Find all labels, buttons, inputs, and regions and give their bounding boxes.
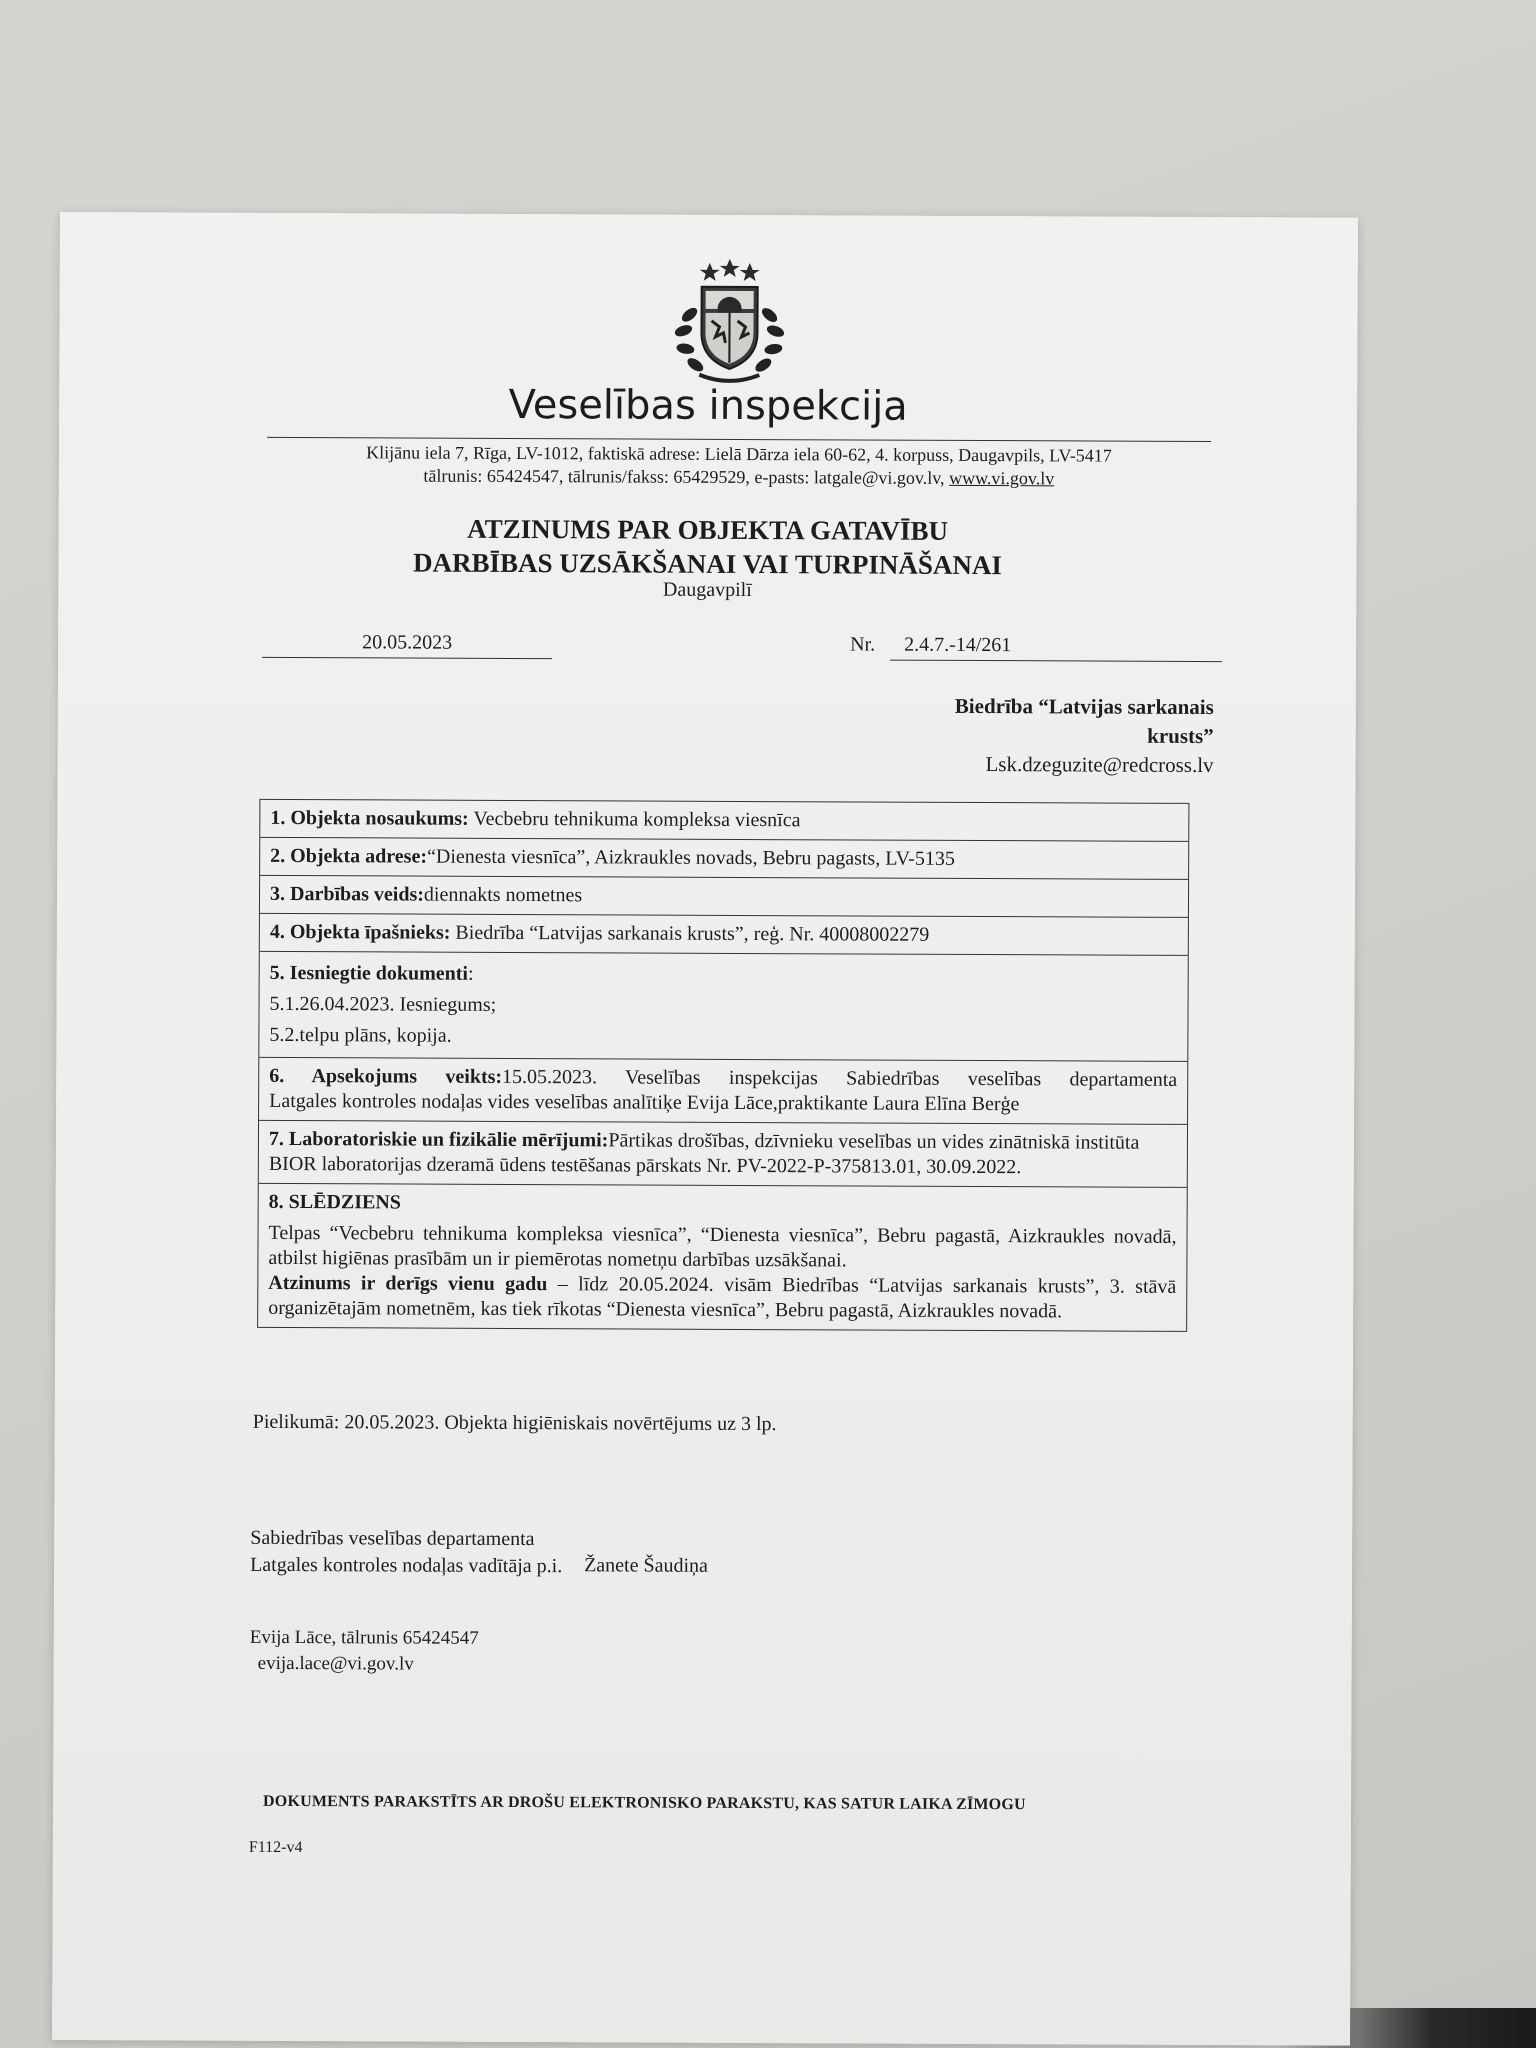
table-row <box>259 1120 1187 1187</box>
coat-of-arms-icon <box>659 255 800 396</box>
document-title <box>58 510 1356 584</box>
e-signature-note: DOKUMENTS PARAKSTĪTS AR DROŠU ELEKTRONISKO PARAKSTU, KAS SATUR LAIKA ZĪMOGU <box>263 1792 1026 1814</box>
recipient-block <box>758 691 1214 780</box>
row-value: Pārtikas drošības, dzīvnieku veselības un vides zinātniskā institūta BIOR laboratorijas dzeramā ūdens testēšanas pārskats Nr. PV-2022-P-375813.01, 30.09.2022. <box>268 1129 1140 1179</box>
row-value: diennakts nometnes <box>423 883 583 907</box>
department-line-1: Sabiedrības veselības departamenta <box>250 1526 535 1551</box>
row-label: 7. Laboratoriskie un fizikālie mērījumi: <box>268 1127 609 1152</box>
contact-name-phone: Evija Lāce, tālrunis 65424547 <box>249 1626 479 1649</box>
submitted-document-1: 5.1.26.04.2023. Iesniegums; <box>269 992 497 1016</box>
address-line-1: Klijānu iela 7, Rīga, LV-1012, faktiskā adrese: Lielā Dārza iela 60-62, 4. korpuss, Daugavpils, LV-5417 <box>366 442 1112 466</box>
table-row <box>260 837 1188 879</box>
validity-details: – līdz 20.05.2024. visām Biedrības “Latvijas sarkanais krusts”, 3. stāvā organizētajām nometnēm, kas tiek rīkotas “Dienesta viesnīca”, Bebru pagastā, Aizkraukles novadā. <box>268 1273 1177 1323</box>
title-line-2: DARBĪBAS UZSĀKŠANAI VAI TURPINĀŠANAI <box>412 547 1002 581</box>
document-date: 20.05.2023 <box>262 631 552 659</box>
submitted-document-2: 5.2.telpu plāns, kopija. <box>269 1023 452 1047</box>
conclusion-heading <box>269 1190 1177 1219</box>
form-code: F112-v4 <box>248 1838 303 1857</box>
document-number: 2.4.7.-14/261 <box>890 634 1222 662</box>
row-colon: : <box>467 962 474 985</box>
signer-name: Žanete Šaudiņa <box>584 1554 708 1577</box>
row-value: Vecbebru tehnikuma kompleksa viesnīca <box>468 807 801 832</box>
conclusion-text-1: Telpas “Vecbebru tehnikuma kompleksa viesnīca”, “Dienesta viesnīca”, Bebru pagastā, Aizkraukles novadā, atbilst higiēnas prasībām un ir piemērotas nometņu darbības uzsākšanai. <box>268 1221 1177 1272</box>
validity-statement: Atzinums ir derīgs vienu gadu <box>268 1271 548 1296</box>
table-row <box>260 875 1188 917</box>
row-heading <box>270 958 1178 993</box>
row-value: “Dienesta viesnīca”, Aizkraukles novads, Bebru pagasts, LV-5135 <box>426 845 955 870</box>
row-label: 3. Darbības veids: <box>269 882 424 906</box>
row-label: 8. SLĒDZIENS <box>268 1190 402 1214</box>
contact-email: evija.lace@vi.gov.lv <box>257 1652 414 1675</box>
table-row <box>259 1057 1187 1124</box>
number-label: Nr. <box>850 633 876 656</box>
organization-name: Veselības inspekcija <box>508 381 908 430</box>
object-details-table <box>257 799 1189 1332</box>
signature-department <box>250 1525 562 1580</box>
appendix-note: Pielikumā: 20.05.2023. Objekta higiēniskais novērtējums uz 3 lp. <box>252 1410 777 1436</box>
row-label: 4. Objekta īpašnieks: <box>269 920 451 944</box>
row-label: 5. Iesniegtie dokumenti <box>269 961 469 985</box>
row-value: 15.05.2023. Veselības inspekcijas Sabiedrības veselības departamenta <box>502 1065 1178 1091</box>
contact-details: tālrunis: 65424547, tālrunis/fakss: 65429529, e-pasts: latgale@vi.gov.lv, <box>423 465 950 488</box>
table-row <box>259 951 1187 1061</box>
organization-address <box>259 441 1219 491</box>
issue-city: Daugavpilī <box>662 578 752 602</box>
document-page <box>52 212 1358 2046</box>
recipient-email: Lsk.dzeguzite@redcross.lv <box>985 752 1214 778</box>
row-label: 1. Objekta nosaukums: <box>270 806 469 830</box>
address-line-2 <box>259 464 1219 491</box>
contact-block <box>250 1625 479 1678</box>
table-row <box>260 913 1188 955</box>
recipient-name-line-2: krusts” <box>1147 723 1214 749</box>
row-label: 2. Objekta adrese: <box>270 844 428 868</box>
website-link[interactable]: www.vi.gov.lv <box>949 467 1055 489</box>
recipient-name-line-1: Biedrība “Latvijas sarkanais <box>954 693 1214 720</box>
row-label: 6. Apsekojums veikts: <box>269 1064 503 1088</box>
table-row <box>258 1183 1187 1331</box>
inspection-line-2: Latgales kontroles nodaļas vides veselības analītiķe Evija Lāce,praktikante Laura Elīna Berģe <box>269 1089 1020 1116</box>
department-line-2: Latgales kontroles nodaļas vadītāja p.i. <box>250 1553 563 1578</box>
table-row <box>260 800 1188 841</box>
row-value: Biedrība “Latvijas sarkanais krusts”, reģ. Nr. 40008002279 <box>450 921 930 946</box>
conclusion-text-2 <box>268 1271 1176 1325</box>
title-line-1: ATZINUMS PAR OBJEKTA GATAVĪBU <box>467 513 949 546</box>
